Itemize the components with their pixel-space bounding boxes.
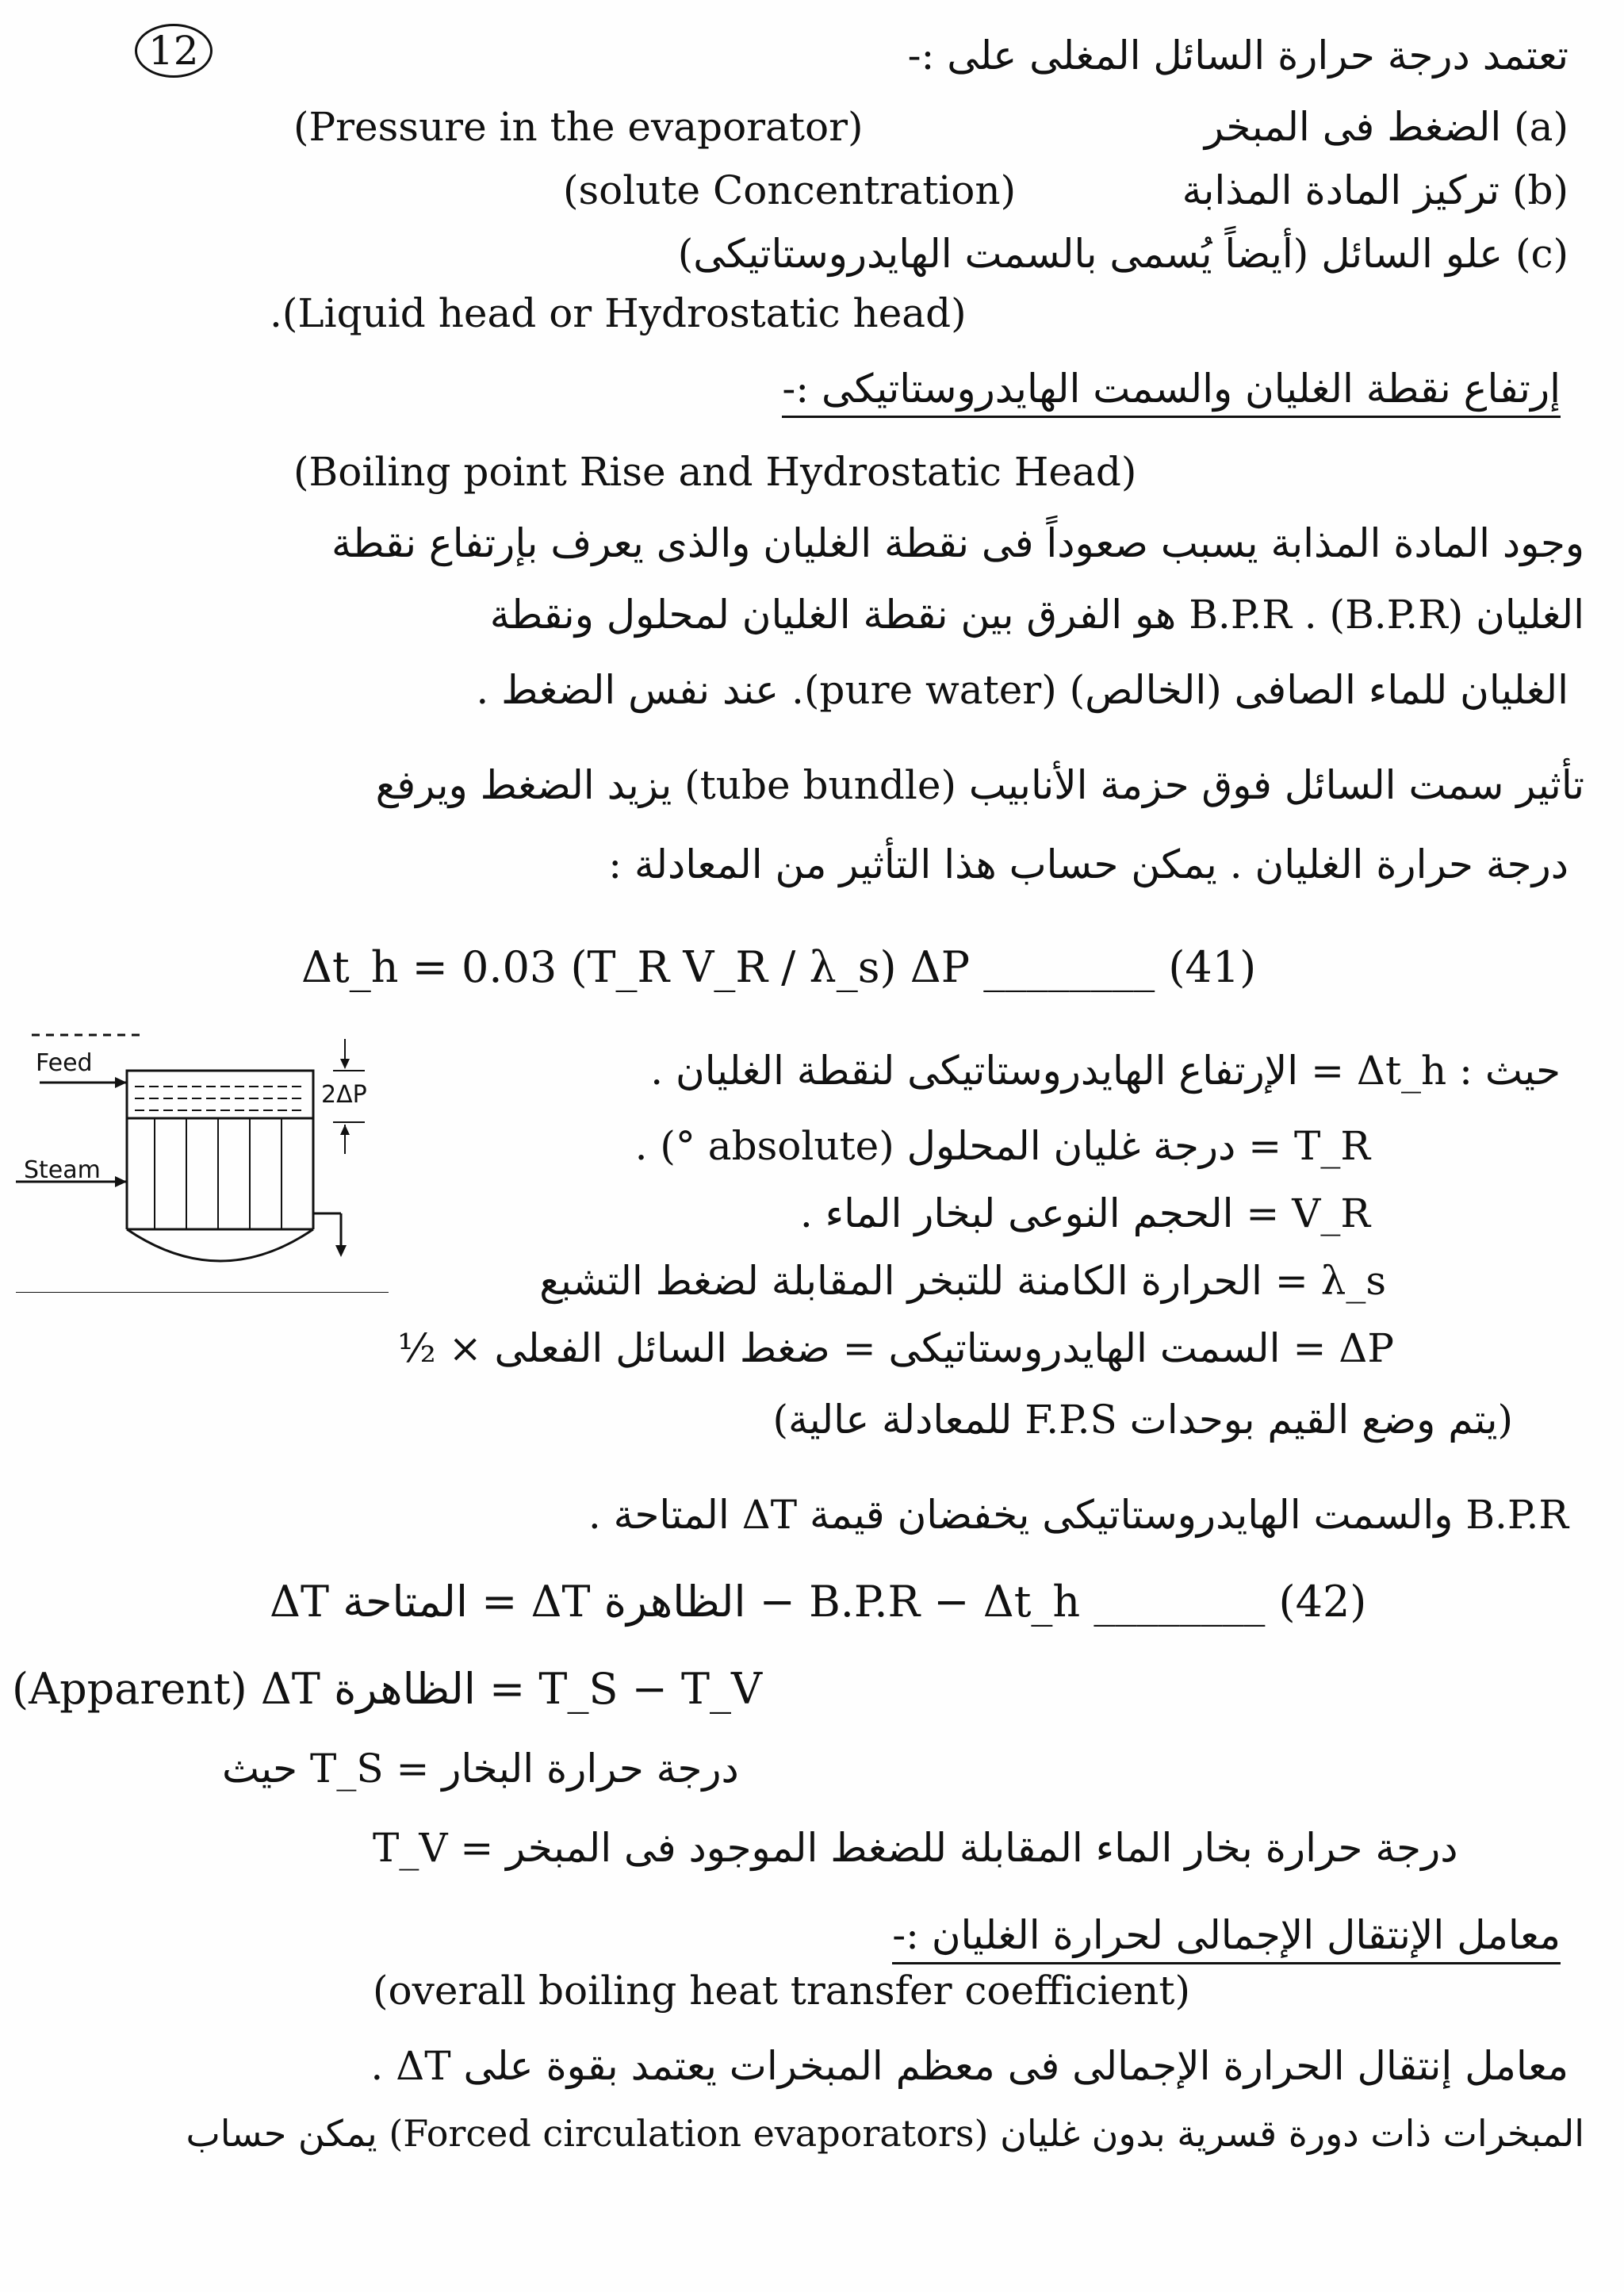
steam-label: Steam xyxy=(24,1156,101,1184)
text-line-5: .(Liquid head or Hydrostatic head) xyxy=(270,290,967,336)
page-number: 12 xyxy=(135,24,213,78)
para-7: معامل إنتقال الحرارة الإجمالى فى معظم المبخرات يعتمد بقوة على ΔT . xyxy=(370,2043,1568,2089)
equation-41: Δt_h = 0.03 (T_R V_R / λ_s) ΔP ________ (41) xyxy=(301,942,1257,992)
heading-overall-en: (overall boiling heat transfer coefficient) xyxy=(373,1968,1190,2014)
equation-42: ΔT المتاحة = ΔT الظاهرة − B.P.R − Δt_h ________ (42) xyxy=(270,1577,1367,1627)
text-line-3-en: (solute Concentration) xyxy=(563,167,1017,213)
heading-overall: معامل الإنتقال الإجمالى لحرارة الغليان :- xyxy=(892,1911,1561,1964)
definition-lambda: λ_s = الحرارة الكامنة للتبخر المقابلة لضغط التشبع xyxy=(539,1258,1386,1304)
text-line-2-ar: (a) الضغط فى المبخر xyxy=(1204,104,1568,150)
feed-label: Feed xyxy=(36,1049,93,1077)
delta-p-label: 2ΔP xyxy=(321,1081,367,1109)
definition-tv: T_V = درجة حرارة بخار الماء المقابلة للضغط الموجود فى المبخر xyxy=(373,1825,1458,1871)
text-line-2-en: (Pressure in the evaporator) xyxy=(293,104,864,150)
para-1: وجود المادة المذابة يسبب صعوداً فى نقطة الغليان والذى يعرف بإرتفاع نقطة xyxy=(331,520,1584,566)
heading-bpr: إرتفاع نقطة الغليان والسمت الهايدروستاتيكى :- xyxy=(782,365,1561,418)
text-line-4: (c) علو السائل (أيضاً يُسمى بالسمت الهايدروستاتيكى) xyxy=(677,231,1568,277)
definition-tr: T_R = درجة غليان المحلول (absolute °) . xyxy=(634,1123,1370,1169)
definition-dp: ΔP = السمت الهايدروستاتيكى = ضغط السائل الفعلى × ½ xyxy=(397,1325,1394,1371)
para-5: درجة حرارة الغليان . يمكن حساب هذا التأثير من المعادلة : xyxy=(608,841,1568,887)
definition-units: (يتم وضع القيم بوحدات F.P.S للمعادلة عالية) xyxy=(772,1397,1513,1443)
para-3: الغليان للماء الصافى (الخالص) (pure water). عند نفس الضغط . xyxy=(476,667,1568,713)
para-8: المبخرات ذات دورة قسرية بدون غليان (Forced circulation evaporators) يمكن حساب xyxy=(186,2112,1584,2155)
definition-vr: V_R = الحجم النوعى لبخار الماء . xyxy=(799,1190,1370,1236)
definition-dth: حيث : Δt_h = الإرتفاع الهايدروستاتيكى لنقطة الغليان . xyxy=(650,1048,1561,1094)
equation-apparent: (Apparent) ΔT الظاهرة = T_S − T_V xyxy=(12,1664,763,1714)
text-line-3-ar: (b) تركيز المادة المذابة xyxy=(1182,167,1568,213)
heading-bpr-en: (Boiling point Rise and Hydrostatic Head) xyxy=(293,449,1137,495)
text-line-1: تعتمد درجة حرارة السائل المغلى على :- xyxy=(907,33,1568,79)
para-2: الغليان (B.P.R) . B.P.R هو الفرق بين نقطة الغليان لمحلول ونقطة xyxy=(489,592,1584,638)
evaporator-diagram xyxy=(16,1023,389,1293)
definition-ts: حيث T_S = درجة حرارة البخار xyxy=(222,1746,739,1792)
para-6: B.P.R والسمت الهايدروستاتيكى يخفضان قيمة ΔT المتاحة . xyxy=(588,1492,1568,1538)
para-4: تأثير سمت السائل فوق حزمة الأنابيب (tube bundle) يزيد الضغط ويرفع xyxy=(375,762,1584,808)
